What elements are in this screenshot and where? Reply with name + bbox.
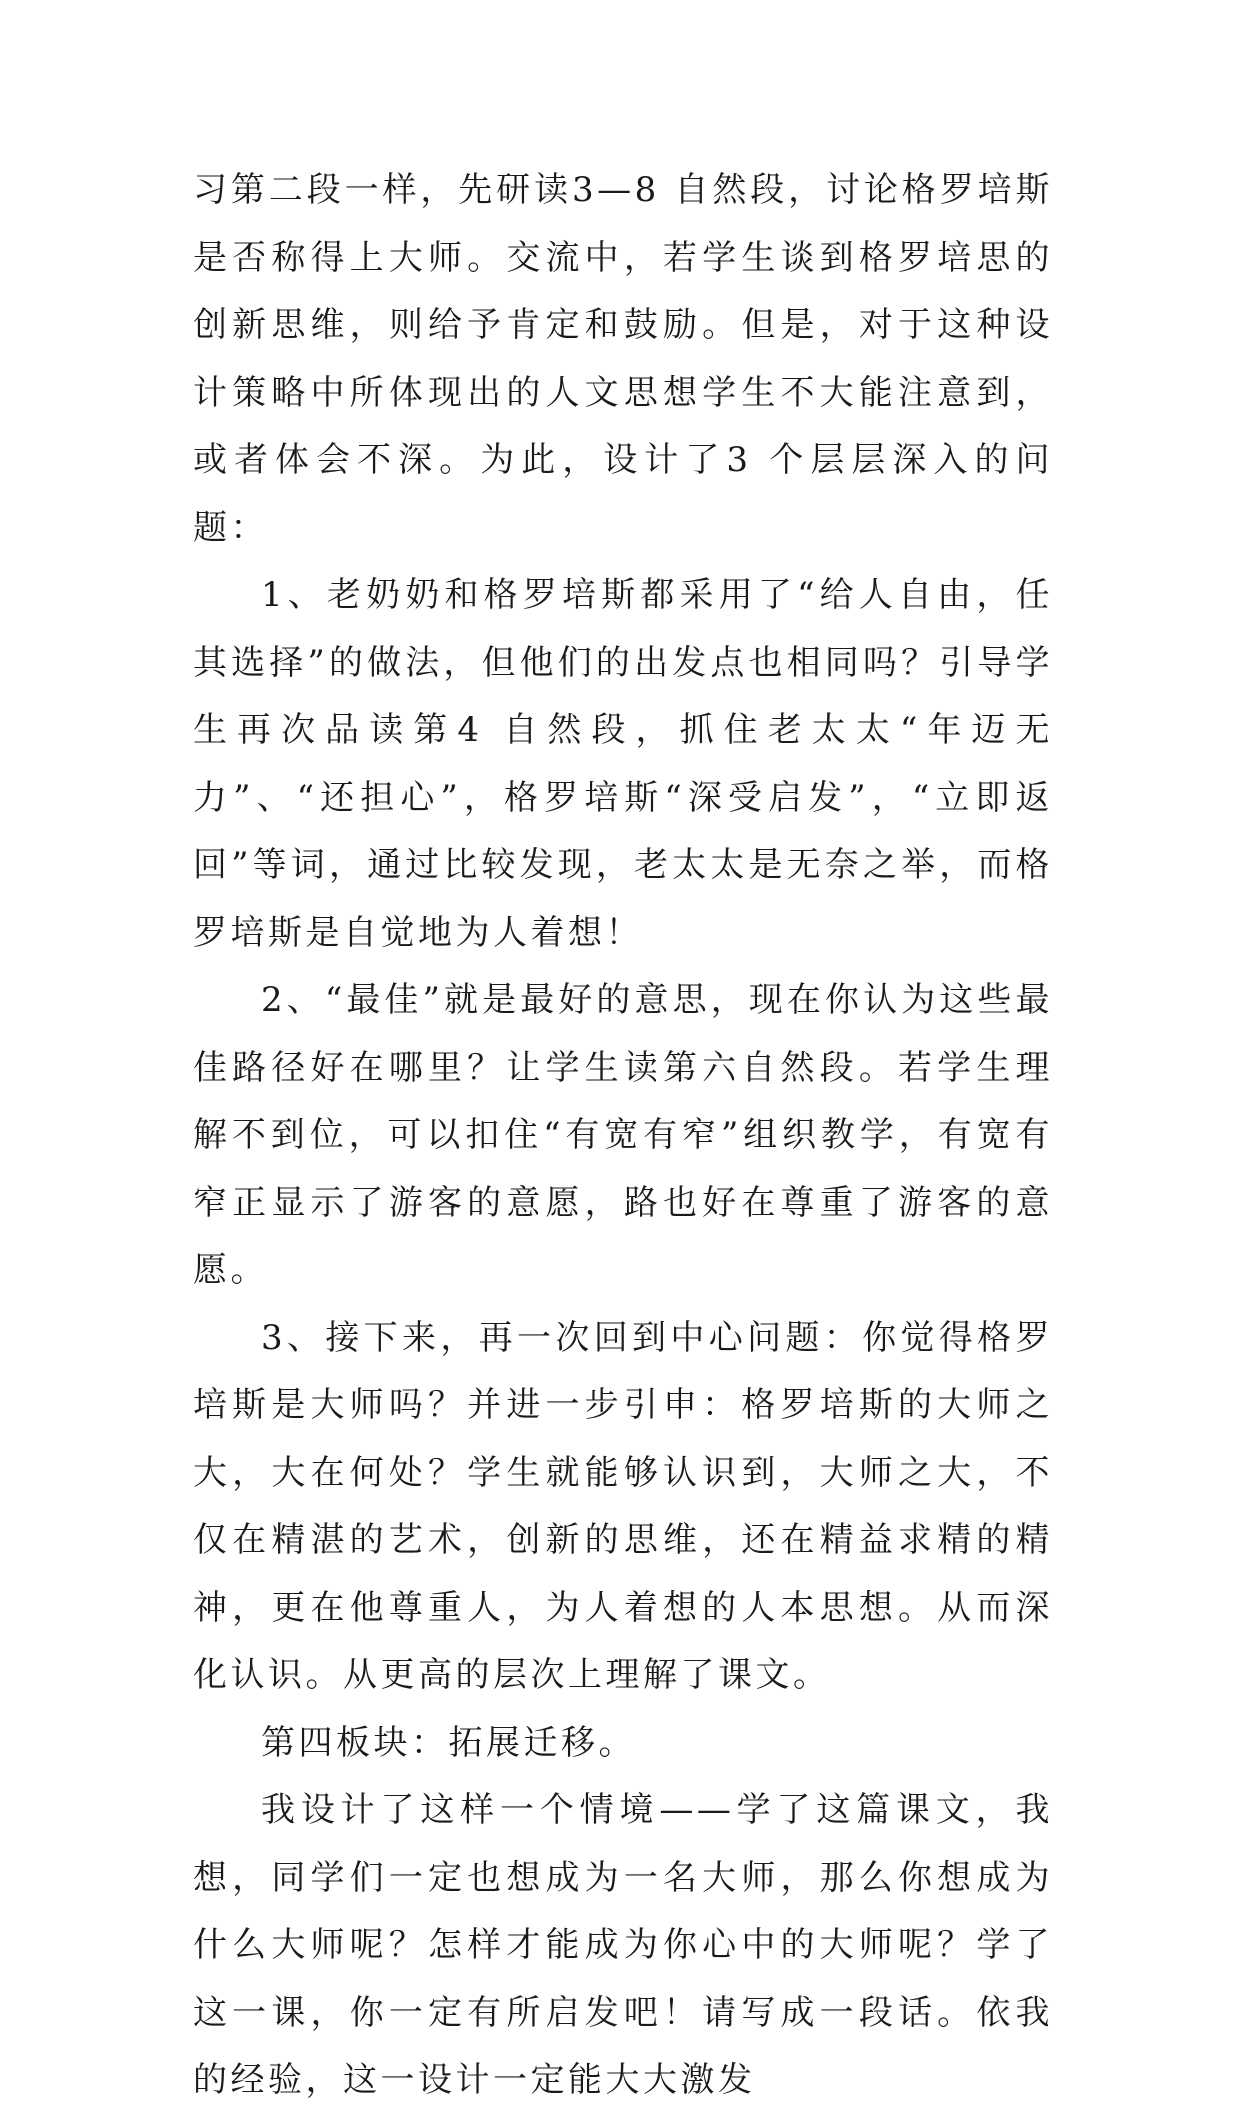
paragraph-question-1: 1、老奶奶和格罗培斯都采用了“给人自由，任其选择”的做法，但他们的出发点也相同吗？引导学生再次品读第4 自然段，抓住老太太“年迈无力”、“还担心”，格罗培斯“深受启发”，“立即返回”等词，通过比较发现，老太太是无奈之举，而格罗培斯是自觉地为人着想！ — [193, 575, 1053, 953]
paragraph-intro: 习第二段一样，先研读3—8 自然段，讨论格罗培斯是否称得上大师。交流中，若学生谈到格罗培思的创新思维，则给予肯定和鼓励。但是，对于这种设计策略中所体现出的人文思想学生不大能注意到，或者体会不深。为此，设计了3 个层层深入的问题： — [193, 170, 1053, 548]
document-body — [193, 157, 1053, 2115]
paragraph-extension: 我设计了这样一个情境——学了这篇课文，我想，同学们一定也想成为一名大师，那么你想成为什么大师呢？怎样才能成为你心中的大师呢？学了这一课，你一定有所启发吧！请写成一段话。依我的经验，这一设计一定能大大激发 — [193, 1790, 1053, 2100]
section-heading: 第四板块：拓展迁移。 — [261, 1722, 636, 1763]
paragraph-question-2: 2、“最佳”就是最好的意思，现在你认为这些最佳路径好在哪里？让学生读第六自然段。若学生理解不到位，可以扣住“有宽有窄”组织教学，有宽有窄正显示了游客的意愿，路也好在尊重了游客的意愿。 — [193, 980, 1053, 1290]
paragraph-question-3: 3、接下来，再一次回到中心问题：你觉得格罗培斯是大师吗？并进一步引申：格罗培斯的大师之大，大在何处？学生就能够认识到，大师之大，不仅在精湛的艺术，创新的思维，还在精益求精的精神，更在他尊重人，为人着想的人本思想。从而深化认识。从更高的层次上理解了课文。 — [193, 1317, 1053, 1695]
